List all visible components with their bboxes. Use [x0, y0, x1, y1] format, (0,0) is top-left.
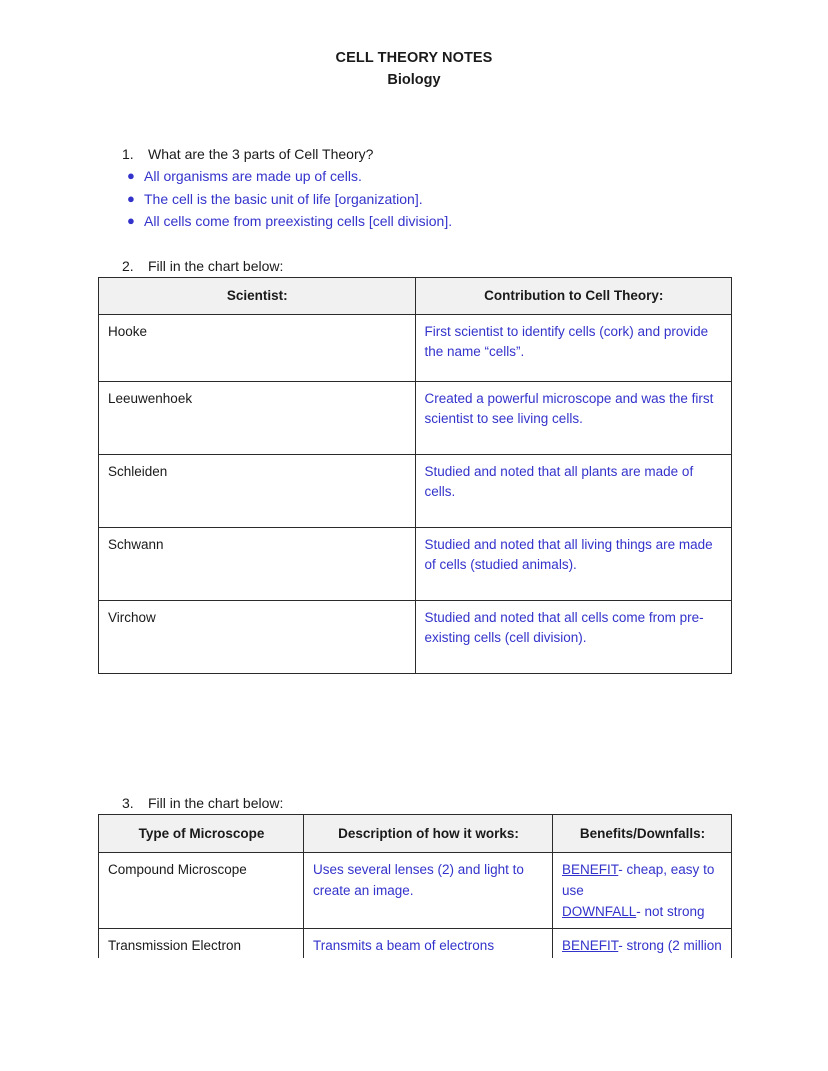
- list-item: [122, 188, 742, 211]
- benefit-label: BENEFIT: [562, 862, 619, 877]
- question-3-block: [122, 792, 742, 814]
- column-header-benefits: Benefits/Downfalls:: [553, 815, 732, 853]
- list-item: [122, 210, 742, 233]
- cell-description: Transmits a beam of electrons: [304, 929, 553, 993]
- column-header-microscope-type: Type of Microscope: [99, 815, 304, 853]
- question-2-block: [122, 255, 742, 277]
- table-row: [99, 528, 732, 601]
- table-header-row: [99, 815, 732, 853]
- cell-microscope-type: Compound Microscope: [99, 853, 304, 929]
- column-header-scientist: Scientist:: [99, 278, 416, 315]
- column-header-contribution: Contribution to Cell Theory:: [415, 278, 732, 315]
- list-item: [122, 165, 742, 188]
- benefit-text: - cheap, easy to use: [562, 862, 715, 898]
- document-header: [0, 47, 828, 91]
- table-row: [99, 315, 732, 382]
- page-title: CELL THEORY NOTES: [335, 50, 493, 66]
- cell-contribution: Studied and noted that all cells come from pre-existing cells (cell division).: [415, 601, 732, 674]
- benefit-label: BENEFIT: [562, 938, 619, 953]
- question-1-number: 1.: [122, 146, 134, 162]
- question-3-text: Fill in the chart below:: [148, 795, 284, 811]
- table-row: [99, 853, 732, 929]
- cell-description: Uses several lenses (2) and light to create an image.: [304, 853, 553, 929]
- cell-contribution: First scientist to identify cells (cork) and provide the name “cells”.: [415, 315, 732, 382]
- question-3-prompt: [122, 792, 742, 814]
- question-2-number: 2.: [122, 258, 134, 274]
- cell-contribution: Studied and noted that all plants are made of cells.: [415, 455, 732, 528]
- cell-scientist-name: Hooke: [99, 315, 416, 382]
- cell-scientist-name: Schwann: [99, 528, 416, 601]
- page-subtitle: Biology: [387, 72, 441, 88]
- cell-scientist-name: Schleiden: [99, 455, 416, 528]
- downfall-text: - not strong: [636, 904, 705, 919]
- cell-contribution: Studied and noted that all living things are made of cells (studied animals).: [415, 528, 732, 601]
- bullet-icon: ●: [127, 168, 135, 183]
- cell-scientist-name: Leeuwenhoek: [99, 382, 416, 455]
- scientists-table: [98, 277, 732, 674]
- bullet-icon: ●: [127, 190, 135, 206]
- question-1-block: [122, 143, 742, 233]
- table-row: [99, 601, 732, 674]
- question-2-text: Fill in the chart below:: [148, 258, 284, 274]
- answer-text: The cell is the basic unit of life [organization].: [144, 190, 423, 207]
- page-bottom-margin: [0, 958, 828, 1071]
- downfall-label: DOWNFALL: [562, 904, 637, 919]
- answer-text: All organisms are made up of cells.: [144, 168, 362, 184]
- cell-contribution: Created a powerful microscope and was the first scientist to see living cells.: [415, 382, 732, 455]
- column-header-description: Description of how it works:: [304, 815, 553, 853]
- bullet-icon: ●: [127, 213, 135, 228]
- cell-benefits-downfalls: [553, 853, 732, 929]
- table-header-row: [99, 278, 732, 315]
- benefit-text: - strong (2 million: [618, 938, 722, 953]
- question-1-text: What are the 3 parts of Cell Theory?: [148, 146, 374, 162]
- question-1-answer-list: [122, 165, 742, 233]
- table-row: [99, 455, 732, 528]
- question-2-prompt: [122, 255, 742, 277]
- cell-microscope-type: Transmission Electron: [99, 929, 304, 993]
- question-3-number: 3.: [122, 795, 134, 811]
- cell-scientist-name: Virchow: [99, 601, 416, 674]
- table-row: [99, 382, 732, 455]
- answer-text: All cells come from preexisting cells [cell division].: [144, 213, 453, 229]
- question-1-prompt: [122, 143, 742, 165]
